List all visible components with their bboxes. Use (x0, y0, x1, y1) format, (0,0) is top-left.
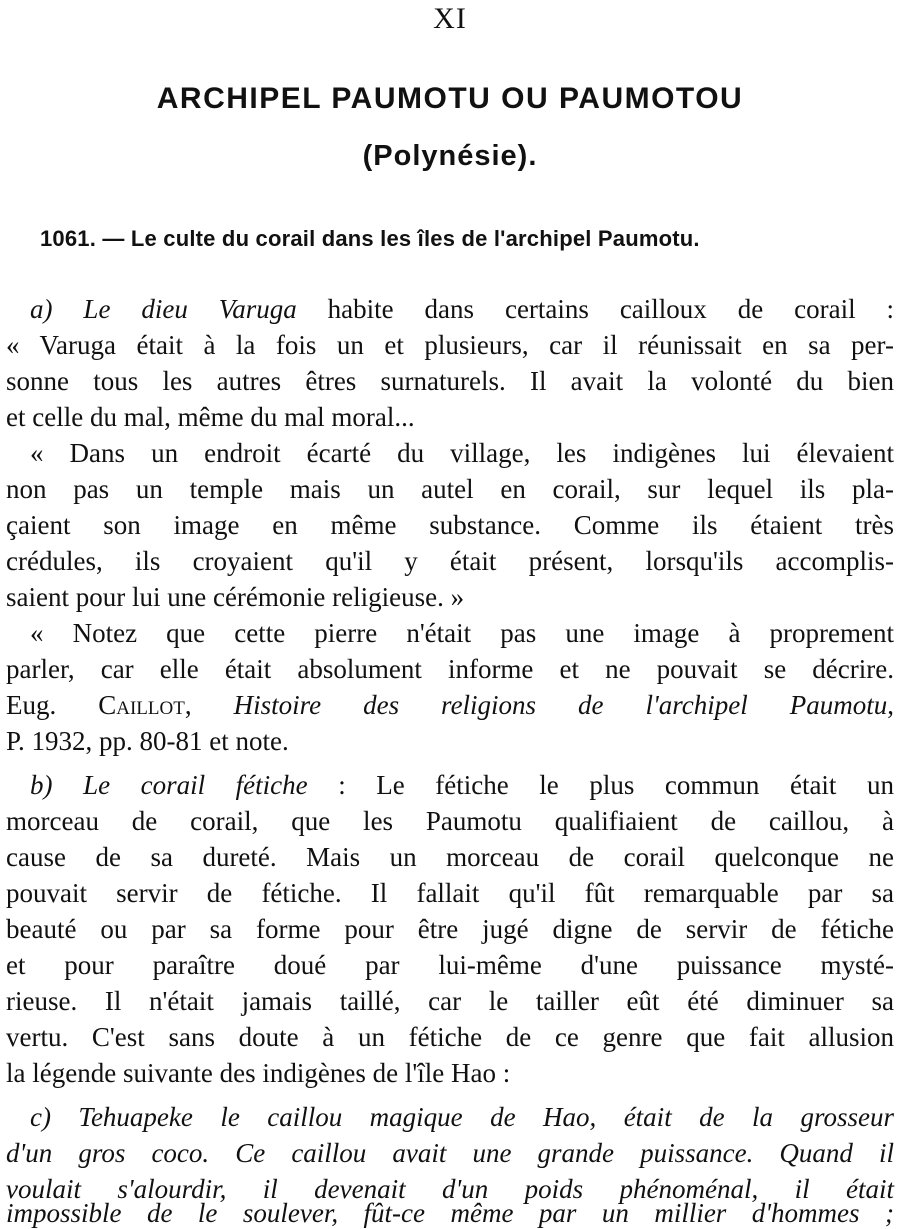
citation-line (6, 688, 894, 722)
paragraph-line: d'un gros coco. Ce caillou avait une grande puissance. Quand il (6, 1138, 894, 1168)
text-span: Eug. (6, 690, 99, 720)
book-title: Histoire des religions de l'archipel Paumotu (233, 690, 888, 720)
paragraph-line: la légende suivante des indigènes de l'île Hao : (6, 1058, 511, 1088)
paragraph-line (30, 768, 894, 802)
paragraph-line (30, 292, 894, 326)
paragraph-line: crédules, ils croyaient qu'il y était présent, lorsqu'ils accomplis- (6, 546, 894, 576)
chapter-number: XI (433, 2, 467, 35)
section-heading: 1061. — Le culte du corail dans les îles de l'archipel Paumotu. (40, 226, 700, 251)
paragraph-line: sonne tous les autres êtres surnaturels. Il avait la volonté du bien (6, 366, 894, 396)
paragraph-line: « Notez que cette pierre n'était pas une image à proprement (30, 618, 894, 648)
paragraph-line: et pour paraître doué par lui-même d'une puissance mysté- (6, 950, 894, 980)
author-name: Caillot (98, 690, 185, 720)
paragraph-line: et celle du mal, même du mal moral... (6, 402, 415, 432)
text-span: , (184, 690, 234, 720)
item-label: b) (30, 770, 53, 800)
paragraph-line: cause de sa dureté. Mais un morceau de corail quelconque ne (6, 842, 894, 872)
paragraph-line: voulait s'alourdir, il devenait d'un poids phénoménal, il était (6, 1174, 894, 1204)
item-label: a) (30, 294, 53, 324)
paragraph-line: pouvait servir de fétiche. Il fallait qu'il fût remarquable par sa (6, 878, 894, 908)
paragraph-line: parler, car elle était absolument informe et ne pouvait se décrire. (6, 654, 894, 684)
page-subtitle: (Polynésie). (362, 140, 538, 172)
paragraph-line: beauté ou par sa forme pour être jugé digne de servir de fétiche (6, 914, 894, 944)
text-span: habite dans certains cailloux de corail : (296, 294, 894, 324)
paragraph-line: « Dans un endroit écarté du village, les indigènes lui élevaient (30, 438, 894, 468)
page-title: ARCHIPEL PAUMOTU OU PAUMOTOU (156, 82, 744, 115)
paragraph-line: çaient son image en même substance. Comme ils étaient très (6, 510, 894, 540)
paragraph-line: saient pour lui une cérémonie religieuse. » (6, 582, 465, 612)
paragraph-line: « Varuga était à la fois un et plusieurs, car il réunissait en sa per- (6, 330, 894, 360)
paragraph-line: impossible de le soulever, fût-ce même par un millier d'hommes ; (6, 1198, 894, 1228)
citation-line: P. 1932, pp. 80-81 et note. (6, 726, 289, 756)
paragraph-line: vertu. C'est sans doute à un fétiche de ce genre que fait allusion (6, 1022, 894, 1052)
paragraph-line: non pas un temple mais un autel en corail, sur lequel ils pla- (6, 474, 894, 504)
paragraph-line: rieuse. Il n'était jamais taillé, car le tailler eût été diminuer sa (6, 986, 894, 1016)
italic-phrase: Le dieu Varuga (83, 294, 297, 324)
paragraph-line: morceau de corail, que les Paumotu qualifiaient de caillou, à (6, 806, 894, 836)
text-span: : Le fétiche le plus commun était un (307, 770, 894, 800)
italic-phrase: Le corail fétiche (83, 770, 308, 800)
paragraph-line: c) Tehuapeke le caillou magique de Hao, était de la grosseur (30, 1102, 894, 1132)
text-span: , (887, 690, 894, 720)
